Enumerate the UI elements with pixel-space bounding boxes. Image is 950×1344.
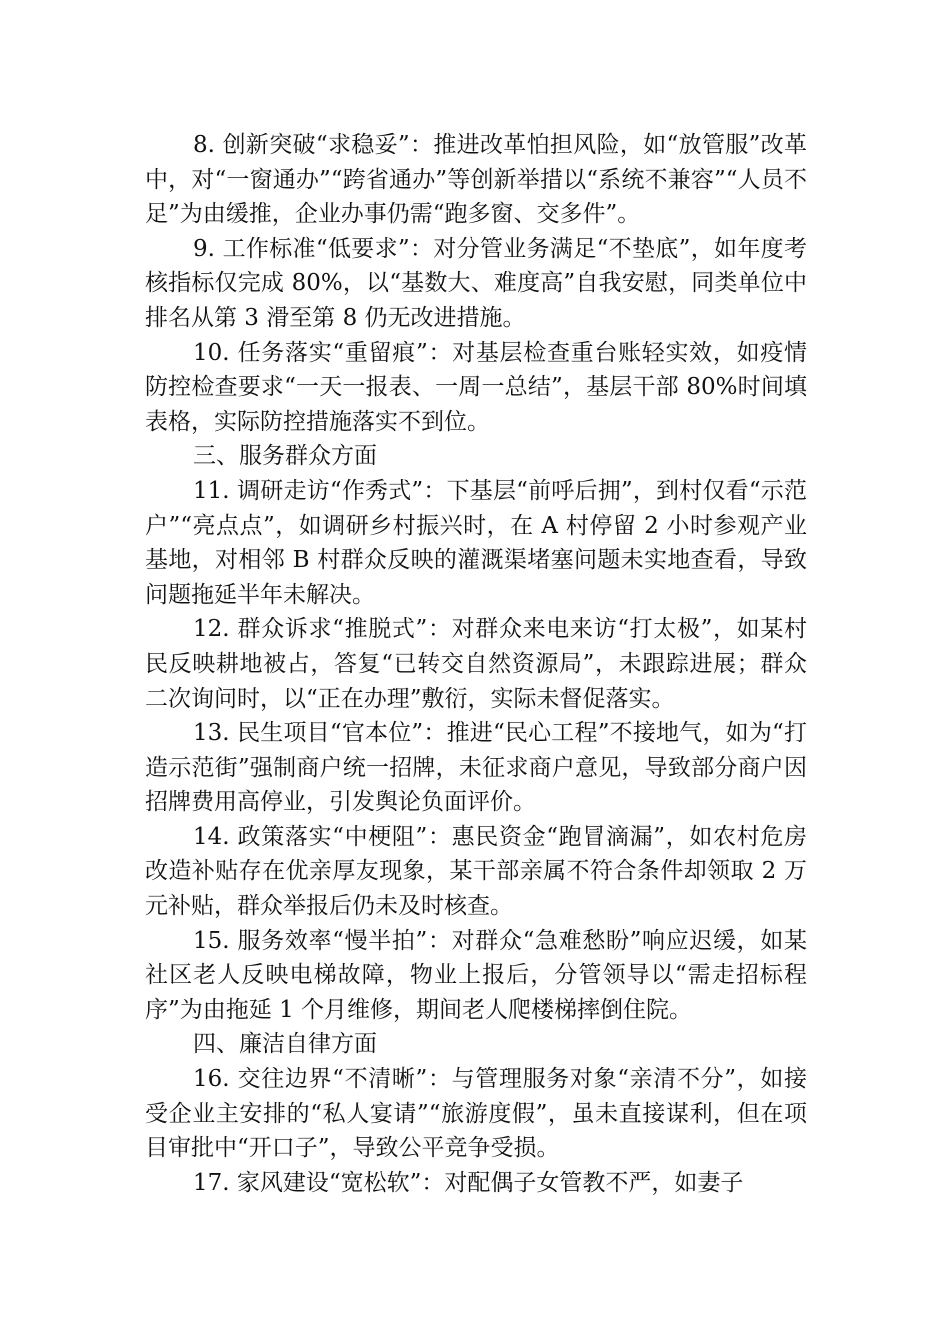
paragraph-item-9: 9. 工作标准“低要求”：对分管业务满足“不垫底”，如年度考核指标仅完成 80%，以“基数大、难度高”自我安慰，同类单位中排名从第 3 滑至第 8 仍无改进措施。 xyxy=(145,235,807,331)
paragraph-item-10: 10. 任务落实“重留痕”：对基层检查重台账轻实效，如疫情防控检查要求“一天一报表、一周一总结”，基层干部 80%时间填表格，实际防控措施落实不到位。 xyxy=(145,339,807,435)
paragraph-item-12: 12. 群众诉求“推脱式”：对群众来电来访“打太极”，如某村民反映耕地被占，答复“已转交自然资源局”，未跟踪进展；群众二次询问时，以“正在办理”敷衍，实际未督促落实。 xyxy=(145,616,807,712)
paragraph-item-13: 13. 民生项目“官本位”：推进“民心工程”不接地气，如为“打造示范街”强制商户统一招牌，未征求商户意见，导致部分商户因招牌费用高停业，引发舆论负面评价。 xyxy=(145,720,807,816)
paragraph-item-17: 17. 家风建设“宽松软”：对配偶子女管教不严，如妻子 xyxy=(193,1169,744,1196)
section-heading-service: 三、服务群众方面 xyxy=(193,443,377,470)
document-body xyxy=(145,128,807,1200)
paragraph-item-14: 14. 政策落实“中梗阻”：惠民资金“跑冒滴漏”，如农村危房改造补贴存在优亲厚友现象，某干部亲属不符合条件却领取 2 万元补贴，群众举报后仍未及时核查。 xyxy=(145,823,807,920)
paragraph-item-11: 11. 调研走访“作秀式”：下基层“前呼后拥”，到村仅看“示范户”“亮点点”，如调研乡村振兴时，在 A 村停留 2 小时参观产业基地，对相邻 B 村群众反映的灌溉渠堵塞问题未实地查看，导致问题拖延半年未解决。 xyxy=(145,477,807,608)
section-heading-integrity: 四、廉洁自律方面 xyxy=(193,1031,377,1058)
paragraph-item-16: 16. 交往边界“不清晰”：与管理服务对象“亲清不分”，如接受企业主安排的“私人宴请”“旅游度假”，虽未直接谋利，但在项目审批中“开口子”，导致公平竞争受损。 xyxy=(145,1066,807,1162)
paragraph-item-8: 8. 创新突破“求稳妥”：推进改革怕担风险，如“放管服”改革中，对“一窗通办”“跨省通办”等创新举措以“系统不兼容”“人员不足”为由缓推，企业办事仍需“跑多窗、交多件”。 xyxy=(145,132,807,228)
paragraph-item-15: 15. 服务效率“慢半拍”：对群众“急难愁盼”响应迟缓，如某社区老人反映电梯故障，物业上报后，分管领导以“需走招标程序”为由拖延 1 个月维修，期间老人爬楼梯摔倒住院。 xyxy=(145,927,807,1023)
